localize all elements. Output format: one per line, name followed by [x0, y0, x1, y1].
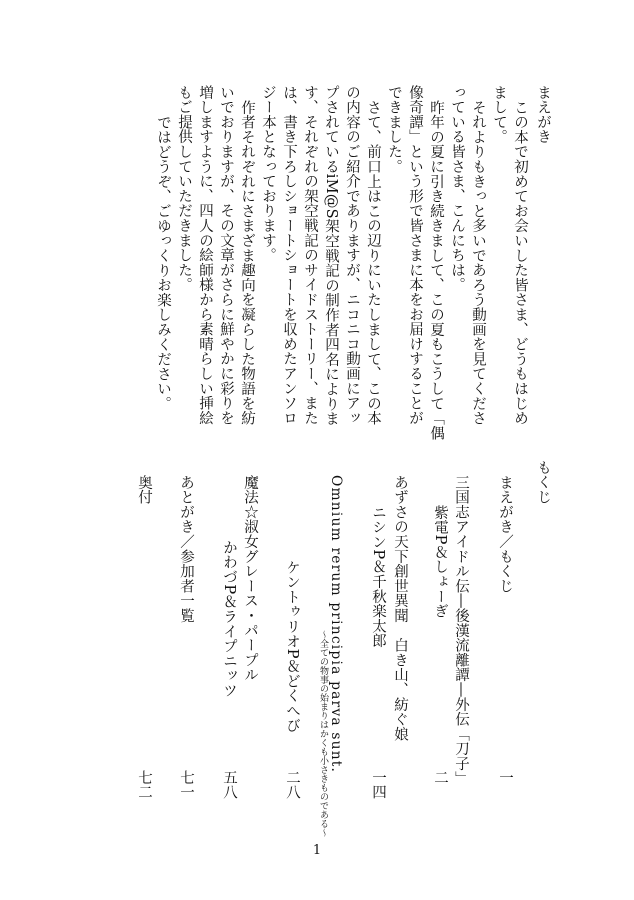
preface-line: す、それぞれの架空戦記のサイドストーリー、また — [302, 85, 318, 426]
toc-entry-subtitle: 〜全ての物事の始まりはかくも小さきものである〜 — [318, 630, 328, 837]
toc-entry-page: 一四 — [370, 770, 386, 800]
toc-entry-title: あずさの天下創世異聞 白き山、紡ぐ娘 — [392, 475, 408, 742]
preface-line: それよりもきっと多いであろう動画を見てくださ — [470, 100, 486, 426]
preface-line: は、書き下ろしショートショートを収めたアンソロ — [281, 85, 297, 426]
preface-line: 像奇譚」という形で皆さまに本をお届けすることが — [407, 85, 423, 426]
toc-entry-page: 二 — [432, 770, 448, 785]
toc-entry-title: Omnium rerum principia parva sunt. — [328, 475, 344, 774]
preface-line: の内容のご紹介でありますが、ニコニコ動画にアッ — [344, 85, 360, 426]
preface-line: 作者それぞれにさまざま趣向を凝らした物語を紡 — [239, 100, 255, 426]
toc-entry-title: 魔法☆淑女グレース・パープル — [242, 475, 258, 683]
preface-line: さて、前口上はこの辺りにいたしまして、この本 — [365, 100, 381, 426]
toc-entry-page: 七二 — [136, 770, 152, 800]
toc-entry-author: ケントゥリオP＆どくへび — [284, 560, 300, 733]
preface-line: できました。 — [386, 85, 402, 174]
preface-line: この本で初めてお会いした皆さま、どうもはじめ — [512, 100, 528, 426]
preface-line: ではどうぞ、ごゆっくりお楽しみください。 — [155, 115, 171, 411]
toc-entry-title: まえがき／もくじ — [497, 475, 513, 594]
preface-line: っている皆さま、こんにちは。 — [449, 85, 465, 293]
toc-entry-author: 紫電P＆しょーぎ — [432, 505, 448, 619]
preface-line: もご提供していただきました。 — [176, 85, 192, 293]
page-number: 1 — [312, 843, 322, 858]
preface-line: まして。 — [491, 85, 507, 145]
toc-entry-page: 二八 — [284, 770, 300, 800]
toc-entry-title: あとがき／参加者一覧 — [178, 475, 194, 623]
preface-line: プされているiM@S架空戦記の制作者四名によりま — [323, 85, 339, 427]
toc-entry-page: 一 — [497, 770, 513, 785]
toc-entry-page: 七一 — [178, 770, 194, 800]
toc-heading: もくじ — [535, 460, 551, 505]
toc-entry-title: 三国志アイドル伝―後漢流離譚―外伝「刀子」 — [453, 475, 469, 786]
toc-entry-title: 奥付 — [136, 475, 152, 505]
preface-line: いでおりますが、その文章がさらに鮮やかに彩りを — [218, 85, 234, 426]
toc-entry-author: かわづP＆ライプニッツ — [221, 540, 237, 699]
preface-line: ジー本となっております。 — [260, 85, 276, 263]
preface-line: 昨年の夏に引き続きまして、この夏もこうして「偶 — [428, 100, 444, 441]
toc-entry-page: 五八 — [221, 770, 237, 800]
toc-entry-author: ニシンP＆千秋楽太郎 — [370, 505, 386, 649]
preface-heading: まえがき — [535, 85, 551, 145]
preface-line: 増しますように、四人の絵師様から素晴らしい挿絵 — [197, 85, 213, 426]
